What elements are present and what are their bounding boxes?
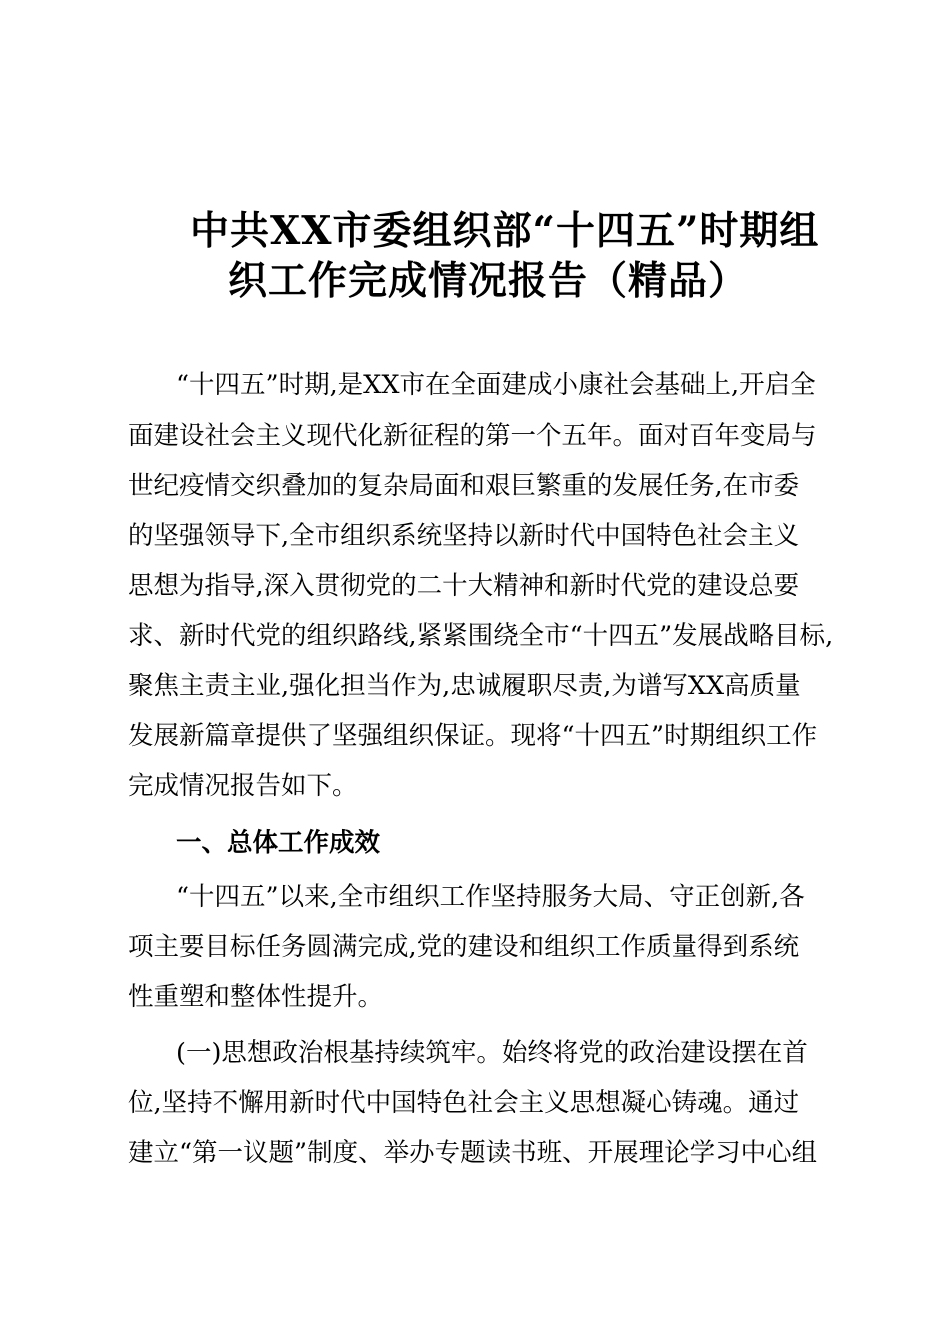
paragraph-line: (一)思想政治根基持续筑牢。始终将党的政治建设摆在首	[176, 1038, 808, 1068]
section-heading: 一、总体工作成效	[176, 828, 381, 858]
paragraph-line: 建立“第一议题”制度、举办专题读书班、开展理论学习中心组	[128, 1138, 818, 1168]
paragraph-line: 聚焦主责主业,强化担当作为,忠诚履职尽责,为谱写XX高质量	[128, 671, 801, 701]
paragraph-line: 性重塑和整体性提升。	[128, 982, 384, 1012]
paragraph-line: “十四五”以来,全市组织工作坚持服务大局、守正创新,各	[176, 882, 805, 912]
document-title-line-2: 织工作完成情况报告（精品）	[228, 258, 749, 304]
paragraph-line: 世纪疫情交织叠加的复杂局面和艰巨繁重的发展任务,在市委	[128, 471, 800, 501]
paragraph-line: 完成情况报告如下。	[128, 771, 358, 801]
paragraph-line: 项主要目标任务圆满完成,党的建设和组织工作质量得到系统	[128, 932, 800, 962]
document-title-line-1: 中共XX市委组织部“十四五”时期组	[190, 208, 820, 254]
paragraph-line: 思想为指导,深入贯彻党的二十大精神和新时代党的建设总要	[128, 571, 800, 601]
paragraph-line: “十四五”时期,是XX市在全面建成小康社会基础上,开启全	[176, 370, 816, 400]
paragraph-line: 位,坚持不懈用新时代中国特色社会主义思想凝心铸魂。通过	[128, 1088, 800, 1118]
paragraph-line: 发展新篇章提供了坚强组织保证。现将“十四五”时期组织工作	[128, 721, 818, 751]
paragraph-line: 求、新时代党的组织路线,紧紧围绕全市“十四五”发展战略目标,	[128, 621, 834, 651]
paragraph-line: 面建设社会主义现代化新征程的第一个五年。面对百年变局与	[128, 421, 817, 451]
paragraph-line: 的坚强领导下,全市组织系统坚持以新时代中国特色社会主义	[128, 521, 800, 551]
